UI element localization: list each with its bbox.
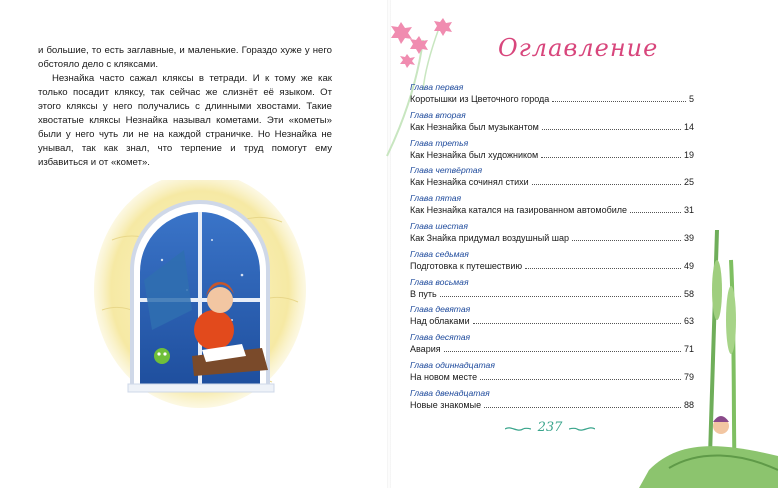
toc-entry [410,304,694,332]
toc-line [410,204,694,216]
chapter-title: Как Незнайка был художником [410,149,539,160]
chapter-title: Новые знакомые [410,399,482,410]
folio-ornament-right [569,425,595,433]
toc-line [410,343,694,355]
leader-dots [473,323,681,324]
chapter-number: Глава седьмая [410,248,469,259]
chapter-title: Как Знайка придумал воздушный шар [410,232,569,243]
chapter-title: В путь [410,288,437,299]
toc-line [410,93,694,105]
chapter-number: Глава восьмая [410,276,469,287]
toc-entry [410,193,694,221]
chapter-title: Как Незнайка катался на газированном автомобиле [410,205,628,216]
chapter-title: Авария [410,344,441,355]
chapter-title: На новом месте [410,371,478,382]
chapter-title: Коротышки из Цветочного города [410,94,550,104]
toc-entry [410,332,694,360]
leader-dots [542,129,681,130]
leader-dots [484,407,681,408]
leader-dots [525,268,681,269]
page-ref: 14 [683,121,694,132]
toc-entry [410,388,694,416]
toc-entry [410,138,694,166]
page-ref: 39 [683,232,694,243]
page-ref: 79 [683,371,694,382]
body-text [38,44,332,170]
toc-entry [410,277,694,305]
leader-dots [541,157,681,158]
leader-dots [630,212,681,213]
chapter-number: Глава первая [410,82,464,92]
paragraph-2: Незнайка часто сажал кляксы в тетради. И к тому же как только посадит кляксу, так сейчас же слизнёт её языком. От этого кляксы у него получались с длинными хвостами. Такие хвостатые кляксы Незнайка называл кометами. Эти «кометы» были у него чуть ли не на каждой страничке. Но Незнайка не унывал, так как знал, что терпение и труд помогут ему избавиться и от «комет». [38,73,332,168]
toc-line [410,232,694,244]
chapter-title: Над облаками [410,316,470,327]
page-ref: 25 [683,177,694,188]
toc-line [410,399,694,411]
page-ref: 71 [683,344,694,355]
table-of-contents [410,82,694,416]
chapter-number: Глава шестая [410,220,468,231]
toc-line [410,149,694,161]
page-ref: 31 [683,205,694,216]
chapter-number: Глава вторая [410,109,466,120]
toc-line [410,121,694,133]
toc-line [410,288,694,300]
toc-line [410,260,694,272]
paragraph-1: и большие, то есть заглавные, и маленькие. Гораздо хуже у него обстояло дело с кляксами. [38,45,332,70]
page-ref: 58 [683,288,694,299]
chapter-number: Глава десятая [410,332,471,343]
toc-line [410,371,694,383]
toc-line [410,176,694,188]
chapter-title: Как Незнайка был музыкантом [410,121,539,132]
page-ref: 5 [688,94,694,104]
page-ref: 63 [683,316,694,327]
page-ref: 19 [683,149,694,160]
chapter-number: Глава пятая [410,193,462,204]
toc-entry [410,249,694,277]
chapter-title: Подготовка к путешествию [410,260,523,271]
toc-entry [410,360,694,388]
leader-dots [440,296,681,297]
leader-dots [444,351,681,352]
chapter-number: Глава третья [410,137,469,148]
leader-dots [480,379,681,380]
leader-dots [552,101,686,102]
toc-entry [410,165,694,193]
page-ref: 88 [683,399,694,410]
leader-dots [532,184,681,185]
chapter-number: Глава четвёртая [410,165,483,176]
toc-entry [410,221,694,249]
chapter-number: Глава одиннадцатая [410,359,495,370]
toc-entry [410,110,694,138]
chapter-number: Глава девятая [410,304,471,315]
chapter-number: Глава двенадцатая [410,387,490,398]
page-number: 237 [537,420,563,435]
chapter-title: Как Незнайка сочинял стихи [410,177,529,188]
page-ref: 49 [683,260,694,271]
toc-title: Оглавление [498,34,659,62]
toc-entry [410,82,694,110]
leader-dots [572,240,681,241]
toc-line [410,315,694,327]
window-illustration [92,180,308,412]
